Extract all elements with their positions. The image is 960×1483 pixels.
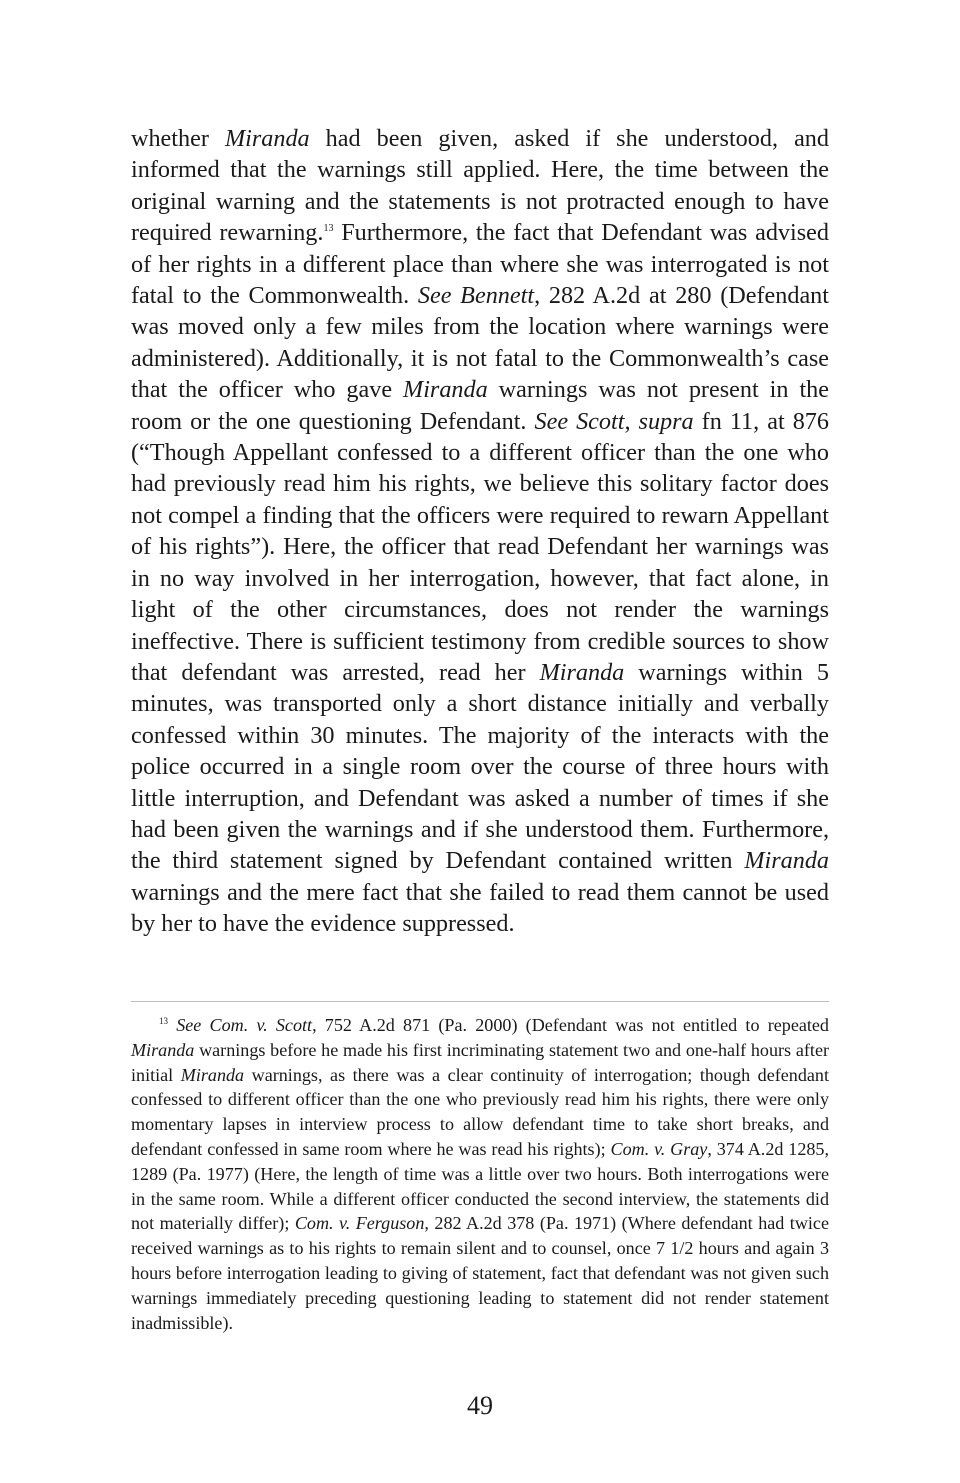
footnote-paragraph <box>131 1013 829 1335</box>
body-paragraph <box>131 123 829 940</box>
text-run: warnings was not present in the room or the one questioning Defendant. <box>131 376 829 435</box>
text-run: warnings before he made his first incriminating statement two and one-half hours after initial <box>131 1039 829 1085</box>
footnote-block <box>131 1013 829 1335</box>
citation-italic: Com. v. Ferguson <box>294 1213 425 1234</box>
case-term-italic: Miranda <box>744 847 829 875</box>
citation-italic: Com. v. Gray <box>610 1138 708 1159</box>
text-run: , 282 A.2d at 280 (Defendant was moved only a few miles from the location where warnings were administered). Additionally, it is not fatal to the Commonwealth’s case that the officer who gave <box>131 282 829 404</box>
text-run: warnings, as there was a clear continuity of interrogation; though defendant confessed to different officer than the one who previously read him his rights, there were only momentary lapses in interview process to allow defendant time to take short breaks, and defendant confessed in same room where he was read his rights); <box>131 1064 829 1159</box>
text-run: Furthermore, the fact that Defendant was advised of her rights in a different place than where she was interrogated is not fatal to the Commonwealth. <box>131 219 829 310</box>
text-run: fn 11, at 876 (“Though Appellant confessed to a different officer than the one who had previously read him his rights, we believe this solitary factor does not compel a finding that the officers were required to rewarn Appellant of his rights”). Here, the officer that read Defendant her warnings was in no way involved in her interrogation, however, that fact alone, in light of the other circumstances, does not render the warnings ineffective. There is sufficient testimony from credible sources to show that defendant was arrested, read her <box>131 407 829 686</box>
text-run: warnings within 5 minutes, was transported only a short distance initially and verbally confessed within 30 minutes. The majority of the interacts with the police occurred in a single room over the course of three hours with little interruption, and Defendant was asked a number of times if she had been given the warnings and if she understood them. Furthermore, the third statement signed by Defendant contained written <box>131 658 829 875</box>
text-run: , 282 A.2d 378 (Pa. 1971) (Where defendant had twice received warnings as to his rights to remain silent and to counsel, once 7 1/2 hours and again 3 hours before interrogation leading to giving of statement, fact that defendant was not given such warnings immediately preceding questioning leading to statement did not render statement inadmissible). <box>131 1213 829 1333</box>
citation-italic: See Com. v. Scott <box>176 1015 313 1035</box>
text-run: whether <box>131 125 225 152</box>
main-text-block <box>131 123 829 940</box>
footnote-marker: 13 <box>159 1016 168 1026</box>
text-run: , 374 A.2d 1285, 1289 (Pa. 1977) (Here, the length of time was a little over two hours. Both interrogations were in the same room. While a different officer conducted the second interview, the statements did not materially differ); <box>131 1138 829 1234</box>
footnote-divider <box>131 1001 829 1002</box>
citation-italic: See Bennett <box>417 282 535 310</box>
case-term-italic: Miranda <box>539 658 625 686</box>
text-run: warnings and the mere fact that she failed to read them cannot be used by her to have the evidence suppressed. <box>131 878 829 938</box>
case-term-italic: Miranda <box>180 1064 245 1085</box>
case-term-italic: Miranda <box>224 125 310 152</box>
text-run: , 752 A.2d 871 (Pa. 2000) (Defendant was not entitled to repeated <box>312 1015 829 1035</box>
case-term-italic: Miranda <box>403 376 488 404</box>
text-run: had been given, asked if she understood, and informed that the warnings still applied. Here, the time between the original warning and the statements is not protracted enough to have required rewarning. <box>131 125 829 247</box>
footnote-reference[interactable]: 13 <box>323 223 334 235</box>
case-term-italic: Miranda <box>131 1039 195 1060</box>
page-number: 49 <box>467 1391 493 1420</box>
citation-italic: See Scott, supra <box>534 407 694 435</box>
